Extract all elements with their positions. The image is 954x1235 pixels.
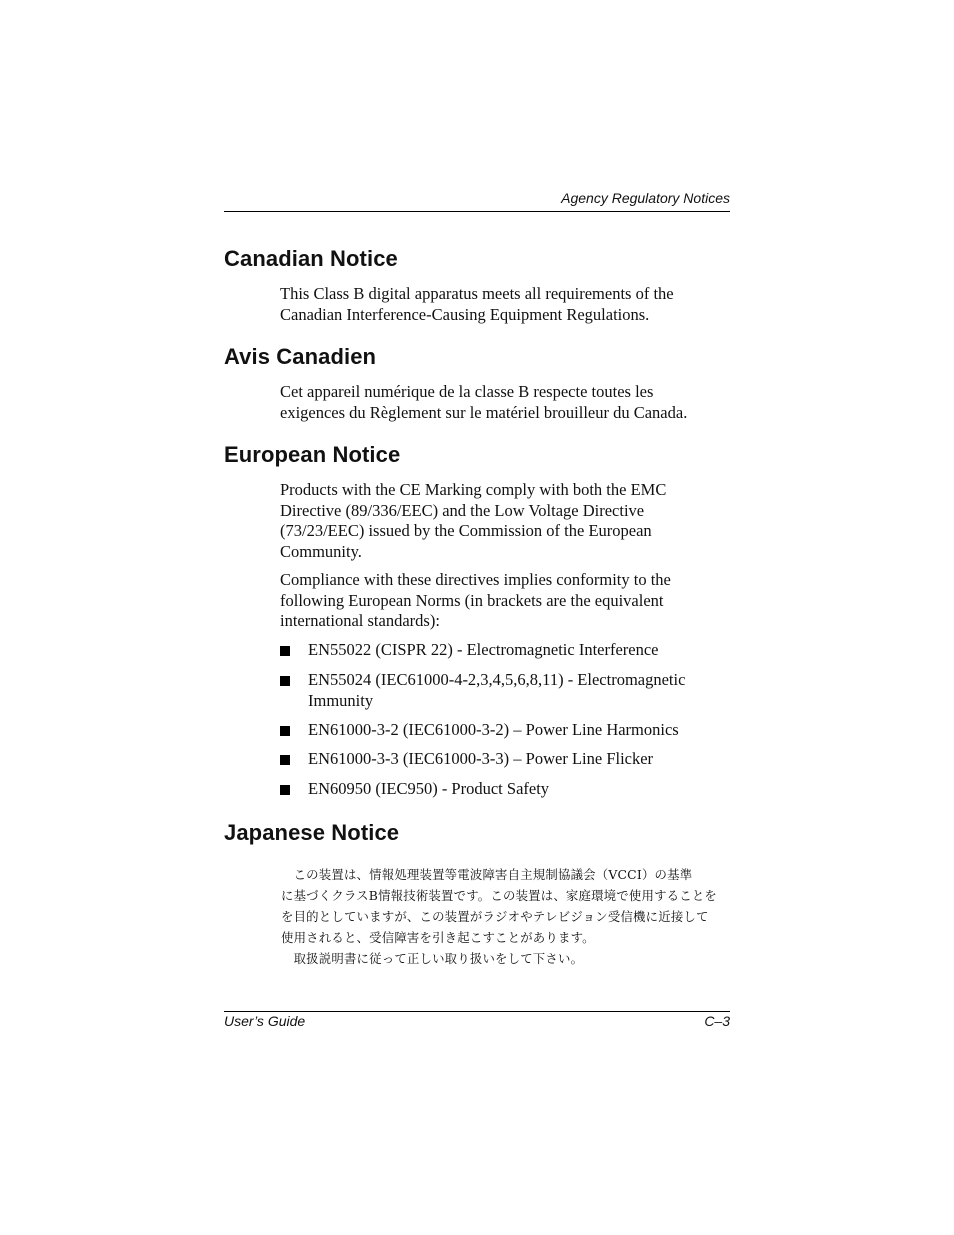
list-item	[280, 779, 720, 800]
list-item	[280, 640, 720, 661]
canadian-notice-text: This Class B digital apparatus meets all requirements of the Canadian Interference-Causing Equipment Regulations.	[280, 284, 674, 324]
japanese-notice-heading: Japanese Notice	[224, 820, 400, 845]
avis-canadien-text: Cet appareil numérique de la classe B respecte toutes les exigences du Règlement sur le matériel brouilleur du Canada.	[280, 382, 688, 422]
header-rule	[224, 211, 730, 212]
japanese-notice-line: 取扱説明書に従って正しい取り扱いをして下さい。	[281, 951, 584, 966]
list-item	[280, 670, 720, 711]
list-item	[280, 749, 720, 770]
japanese-notice-line: 使用されると、受信障害を引き起こすことがあります。	[281, 930, 595, 945]
norm-text: EN55024 (IEC61000-4-2,3,4,5,6,8,11) - Electromagnetic Immunity	[308, 670, 686, 710]
japanese-notice-line: この装置は、情報処理装置等電波障害自主規制協議会（VCCI）の基準	[281, 867, 693, 882]
square-bullet-icon	[280, 646, 290, 656]
footer-rule	[224, 1011, 730, 1012]
running-header: Agency Regulatory Notices	[561, 190, 730, 206]
square-bullet-icon	[280, 676, 290, 686]
footer-guide-title: User’s Guide	[224, 1013, 306, 1029]
norm-text: EN60950 (IEC950) - Product Safety	[308, 779, 550, 798]
page-number: C–3	[704, 1013, 730, 1029]
european-compliance-paragraph: Compliance with these directives implies conformity to the following European Norms (in brackets are the equivalent international standards):	[280, 570, 671, 630]
list-item	[280, 720, 720, 741]
norm-text: EN61000-3-2 (IEC61000-3-2) – Power Line Harmonics	[308, 720, 679, 739]
european-notice-heading: European Notice	[224, 442, 401, 467]
european-notice-paragraph: Products with the CE Marking comply with both the EMC Directive (89/336/EEC) and the Low Voltage Directive (73/23/EEC) issued by the Commission of the European Community.	[280, 480, 667, 561]
japanese-notice-line: を目的としていますが、この装置がラジオやテレビジョン受信機に近接して	[281, 909, 709, 924]
square-bullet-icon	[280, 726, 290, 736]
avis-canadien-heading: Avis Canadien	[224, 344, 377, 369]
japanese-notice-line: に基づくクラスB情報技術装置です。この装置は、家庭環境で使用することを	[281, 888, 718, 903]
norm-text: EN61000-3-3 (IEC61000-3-3) – Power Line Flicker	[308, 749, 654, 768]
square-bullet-icon	[280, 785, 290, 795]
canadian-notice-heading: Canadian Notice	[224, 246, 398, 271]
square-bullet-icon	[280, 755, 290, 765]
norm-text: EN55022 (CISPR 22) - Electromagnetic Interference	[308, 640, 659, 659]
